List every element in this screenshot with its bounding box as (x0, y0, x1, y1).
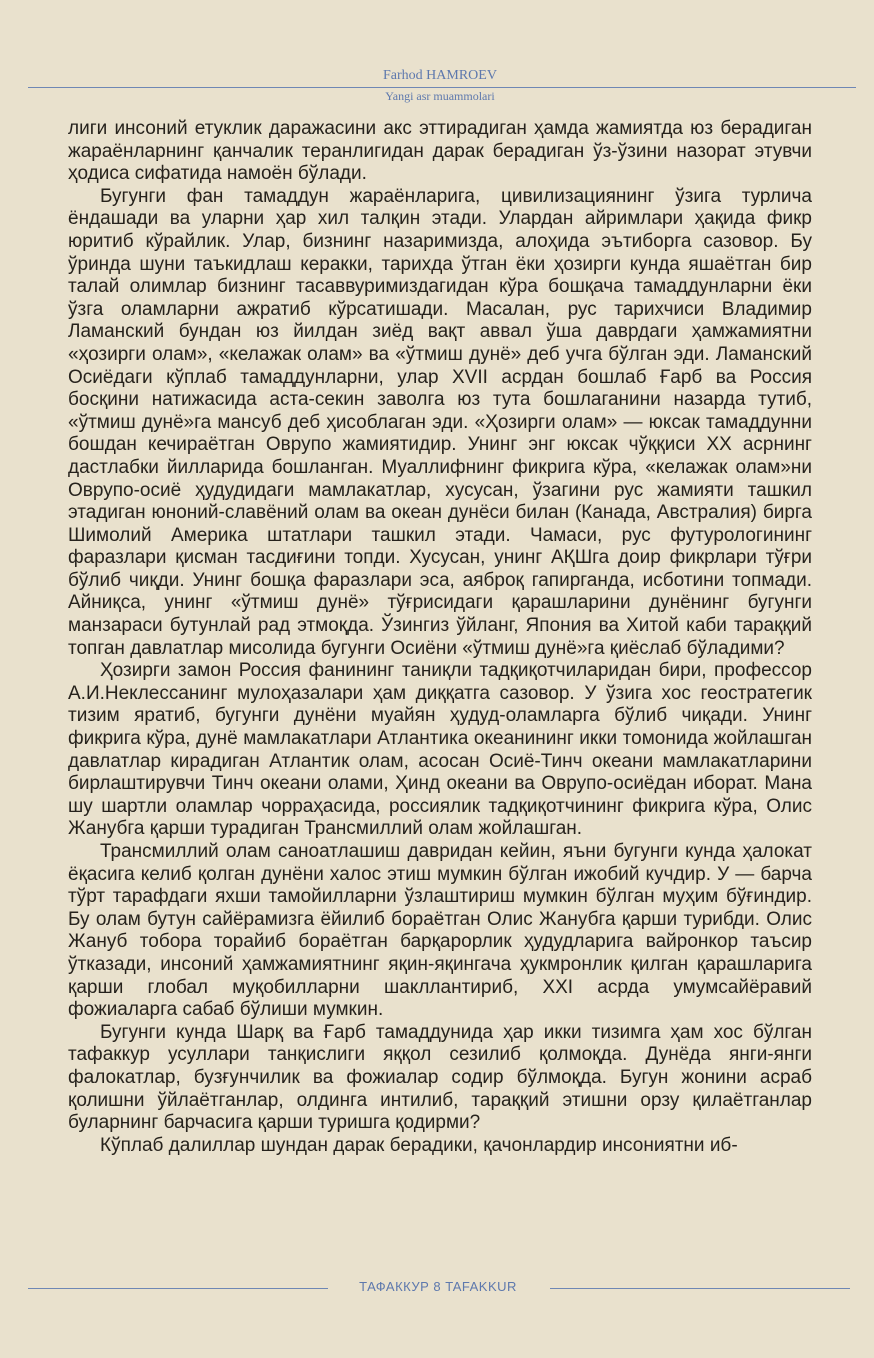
paragraph-5: Бугунги кунда Шарқ ва Ғарб тамаддунида ҳар икки тизимга ҳам хос бўлган тафаккур усуллари танқислиги яққол сезилиб қолмоқда. Дунёда янги-янги фалокатлар, бузғунчилик ва фожиалар содир бўлмоқда. Бугун жонини асраб қолишни ўйлаётганлар, олдинга интилиб, тараққий этишни орзу қилаётганлар буларнинг барчасига қарши туришга қодирми? (68, 1021, 812, 1134)
paragraph-2: Бугунги фан тамаддун жараёнларига, цивилизациянинг ўзига турлича ёндашади ва уларни ҳар хил талқин этади. Улардан айримлари ҳақида фикр юритиб кўрайлик. Улар, бизнинг назаримизда, алоҳида эътиборга сазовор. Бу ўринда шуни таъкидлаш керакки, тарихда ўтган ёки ҳозирги кунда яшаётган бир талай олимлар бизнинг тасаввуримиздагидан кўра бошқача тамаддунларни ёки ўзга оламларни ажратиб кўрсатишади. Масалан, рус тарихчиси Владимир Ламанский бундан юз йилдан зиёд вақт аввал ўша даврдаги ҳамжамиятни «ҳозирги олам», «келажак олам» ва «ўтмиш дунё» деб учга бўлган эди. Ламанский Осиёдаги кўплаб тамаддунларни, улар XVII асрдан бошлаб Ғарб ва Россия босқини натижасида аста-секин заволга юз тута бошлаганини назарда тутиб, «ўтмиш дунё»га мансуб деб ҳисоблаган эди. «Ҳозирги олам» — юксак тамаддунни бошдан кечираётган Оврупо жамиятидир. Унинг энг юксак чўққиси XX асрнинг дастлабки йилларида бошланган. Муаллифнинг фикрига кўра, «келажак олам»ни Оврупо-осиё ҳудудидаги мамлакатлар, хусусан, ўзагини рус жамияти ташкил этадиган юноний-славёний олам ва океан дунёси билан (Канада, Австралия) бирга Шимолий Америка штатлари ташкил этади. Чамаси, рус футурологининг фаразлари қисман тасдиғини топди. Хусусан, унинг АҚШга доир фикрлари тўғри бўлиб чиқди. Унинг бошқа фаразлари эса, аяброқ гапирганда, исботини топмади. Айниқса, унинг «ўтмиш дунё» тўғрисидаги қарашларини дунёнинг бугунги манзараси бутунлай рад этмоқда. Ўзингиз ўйланг, Япония ва Хитой каби тараққий топган давлатлар мисолида бугунги Осиёни «ўтмиш дунё»га қиёслаб бўладими? (68, 185, 812, 659)
header-subtitle: Yangi asr muammolari (385, 89, 495, 103)
paragraph-4: Трансмиллий олам саноатлашиш давридан кейин, яъни бугунги кунда ҳалокат ёқасига келиб қолган дунёни халос этиш мумкин бўлган ижобий кучдир. У — барча тўрт тарафдаги яхши тамойилларни ўзлаштириш мумкин бўлган муҳим бўғиндир. Бу олам бутун сайёрамизга ёйилиб бораётган Олис Жанубга қарши турибди. Олис Жануб тобора торайиб бораётган барқарорлик ҳудудларига вайронкор таъсир ўтказади, инсоний ҳамжамиятнинг яқин-яқингача ҳукмронлик қилган қарашларига қарши глобал муқобилларни шакллантириб, XXI асрда умумсайёравий фожиаларга сабаб бўлиши мумкин. (68, 841, 812, 1021)
header-author: Farhod HAMROEV (383, 68, 497, 83)
running-header (0, 64, 874, 108)
header-rule (28, 87, 856, 88)
footer-rule-right (550, 1288, 850, 1289)
paragraph-1: лиги инсоний етуклик даражасини акс эттирадиган ҳамда жамиятда юз берадиган жараёнларнинг қанчалик теранлигидан дарак берадиган ўз-ўзини назорат этувчи ҳодиса сифатида намоён бўлади. (68, 118, 812, 185)
footer-page-label: ТАФАККУР 8 TAFAKKUR (359, 1279, 517, 1294)
paragraph-3: Ҳозирги замон Россия фанининг таниқли тадқиқотчиларидан бири, профессор А.И.Неклессанинг мулоҳазалари ҳам диққатга сазовор. У ўзига хос геостратегик тизим яратиб, бугунги дунёни муайян ҳудуд-оламларга бўлиб чиқади. Унинг фикрига кўра, дунё мамлакатлари Атлантика океанининг икки томонида жойлашган давлатлар кирадиган Атлантик олам, асосан Осиё-Тинч океани мамлакатларини бирлаштирувчи Тинч океани олами, Ҳинд океани ва Оврупо-осиёдан иборат. Мана шу шартли оламлар чорраҳасида, россиялик тадқиқотчининг фикрига кўра, Олис Жанубга қарши турадиган Трансмиллий олам жойлашган. (68, 660, 812, 840)
page-footer (0, 1276, 874, 1300)
article-body (68, 118, 812, 1157)
footer-rule-left (28, 1288, 328, 1289)
paragraph-6: Кўплаб далиллар шундан дарак берадики, қачонлардир инсониятни иб- (100, 1134, 738, 1156)
